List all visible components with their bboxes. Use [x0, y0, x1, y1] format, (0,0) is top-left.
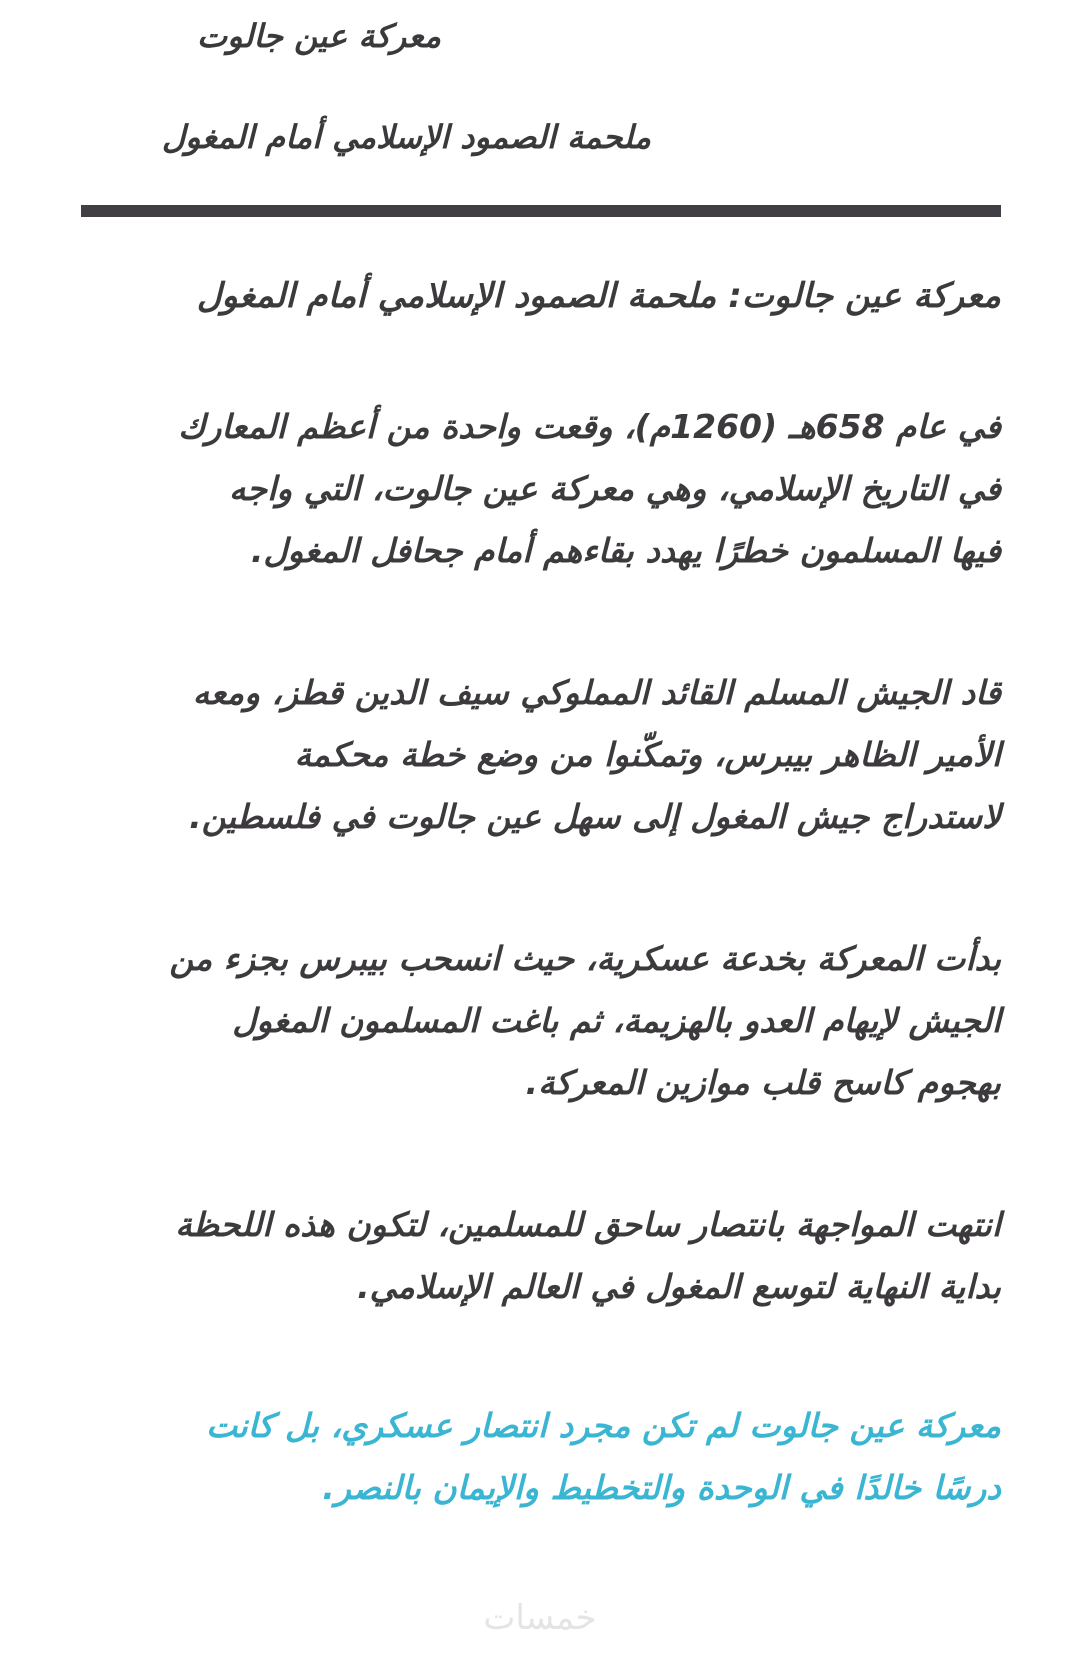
article-heading-text: معركة عين جالوت: ملحمة الصمود الإسلامي أمام المغول [196, 276, 1001, 316]
paragraph-line: الأمير الظاهر بيبرس، وتمكّنوا من وضع خطة محكمة [294, 735, 1001, 774]
paragraph-line: فيها المسلمون خطرًا يهدد بقاءهم أمام جحافل المغول. [250, 531, 1001, 570]
paragraph-line: الجيش لإيهام العدو بالهزيمة، ثم باغت المسلمون المغول [232, 1001, 1001, 1040]
conclusion-line: معركة عين جالوت لم تكن مجرد انتصار عسكري، بل كانت [206, 1406, 1001, 1445]
paragraph-leaders [81, 662, 1001, 848]
paragraph-line: بداية النهاية لتوسع المغول في العالم الإسلامي. [357, 1267, 1001, 1306]
paragraph-line: قاد الجيش المسلم القائد المملوكي سيف الدين قطز، ومعه [192, 673, 1001, 712]
paragraph-intro [81, 396, 1001, 582]
article-heading [81, 265, 1001, 327]
paragraph-outcome [81, 1194, 1001, 1318]
article-page [81, 0, 1001, 1657]
paragraph-line: لاستدراج جيش المغول إلى سهل عين جالوت في فلسطين. [189, 797, 1001, 836]
conclusion-quote [81, 1395, 1001, 1519]
conclusion-line: درسًا خالدًا في الوحدة والتخطيط والإيمان بالنصر. [322, 1468, 1001, 1507]
page-subtitle: ملحمة الصمود الإسلامي أمام المغول [161, 118, 651, 156]
paragraph-line: انتهت المواجهة بانتصار ساحق للمسلمين، لتكون هذه اللحظة [175, 1205, 1001, 1244]
page-title: معركة عين جالوت [197, 17, 441, 55]
watermark-logo: خمسات [483, 1598, 597, 1638]
paragraph-line: بدأت المعركة بخدعة عسكرية، حيث انسحب بيبرس بجزء من [169, 939, 1001, 978]
paragraph-battle [81, 928, 1001, 1114]
paragraph-line: في عام 658هـ (1260م)، وقعت واحدة من أعظم المعارك [178, 407, 1001, 446]
paragraph-line: بهجوم كاسح قلب موازين المعركة. [525, 1063, 1001, 1102]
header-divider [81, 205, 1001, 217]
paragraph-line: في التاريخ الإسلامي، وهي معركة عين جالوت، التي واجه [229, 469, 1001, 508]
